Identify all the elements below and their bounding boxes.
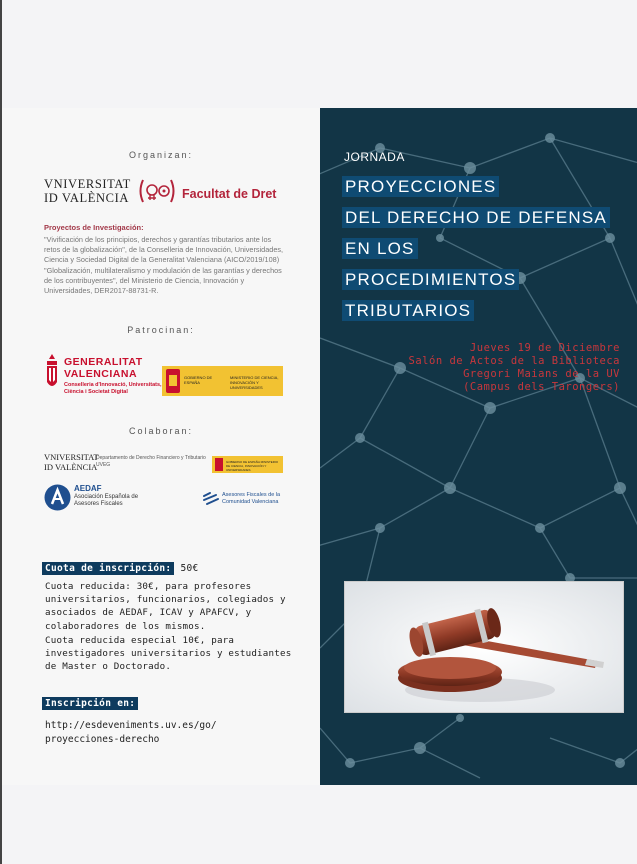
gobierno-espana-logo (162, 366, 283, 396)
viewer-background-top (0, 0, 637, 108)
flyer-page (0, 108, 637, 785)
right-panel (320, 108, 637, 785)
event-venue-1: Salón de Actos de la Biblioteca (408, 355, 620, 367)
event-title (342, 174, 610, 329)
uv-small-line2: ID VALÈNCIA (44, 461, 98, 472)
left-panel (2, 108, 320, 785)
afcv-icon (202, 490, 220, 506)
fee-special: Cuota reducida especial 10€, para investigadores universitarios y estudiantes de Master o Doctorado. (45, 634, 292, 673)
generalitat-conselleria: Conselleria d'Innovació, Universitats, Ciència i Societat Digital (64, 382, 162, 395)
uv-small-logo (44, 453, 99, 472)
projects-title: Proyectos de Investigación: (44, 223, 144, 232)
gobierno-text: GOBIERNO DE ESPAÑA (184, 375, 213, 385)
inscription-url[interactable] (45, 719, 275, 747)
organizan-title: Organizan: (128, 150, 194, 160)
inscription-url-line1[interactable]: http://esdeveniments.uv.es/go/ (45, 720, 217, 731)
generalitat-name: GENERALITAT VALENCIANA (64, 356, 143, 380)
event-venue-2: Gregori Maians de la UV (463, 368, 620, 380)
fee-amount: 50€ (180, 563, 199, 574)
uv-logo-line2: ID VALÈNCIA (44, 191, 129, 205)
fee-label: Cuota de inscripción: (42, 562, 174, 575)
spain-shield-small-icon (215, 458, 223, 471)
patrocinan-title: Patrocinan: (127, 325, 195, 335)
uv-small-line1: VNIVERSITAT (44, 452, 99, 462)
uv-logo-line1: VNIVERSITAT (44, 177, 131, 191)
projects-body: "Vivificación de los principios, derechos y garantías tributarios ante los retos de la globalización", de la Conselleria de Innovación, Universidades, Ciencia y Sociedad Digital de la Generalitat Valenciana (AICO/2019/108) "Globalización, multilateralismo y modulación de las garantías y derechos de los contribuyentes", del Ministerio de Ciencia, Innovación y Universidades, DER2017-88731-R. (44, 235, 284, 296)
faculty-emblem-icon (137, 178, 177, 204)
inscription-url-line2[interactable]: proyecciones-derecho (45, 734, 160, 745)
gobierno-small-text: GOBIERNO DE ESPAÑA MINISTERIO DE CIENCIA, INNOVACIÓN Y UNIVERSIDADES (226, 460, 279, 472)
title-line-3: EN LOS (342, 238, 418, 259)
title-line-1: PROYECCIONES (342, 176, 499, 197)
generalitat-logo (44, 352, 164, 412)
uv-logo (44, 177, 131, 205)
generalitat-emblem-icon (44, 354, 60, 394)
title-line-2: DEL DERECHO DE DEFENSA (342, 207, 610, 228)
gobierno-small-logo (212, 456, 283, 473)
department-name: Departamento de Derecho Financiero y Tributario UVEG (96, 455, 206, 468)
title-line-4: PROCEDIMIENTOS (342, 269, 519, 290)
aedaf-subtitle: Asociación Española de Asesores Fiscales (74, 494, 139, 507)
event-date: Jueves 19 de Diciembre (469, 342, 620, 354)
gavel-image (345, 582, 624, 713)
title-line-5: TRIBUTARIOS (342, 300, 474, 321)
fee-row (42, 563, 199, 574)
event-info (344, 342, 620, 394)
ministerio-text: MINISTERIO DE CIENCIA, INNOVACIÓN Y UNIVERSIDADES (230, 375, 279, 390)
inscription-label: Inscripción en: (42, 697, 138, 710)
event-venue-3: (Campus dels Tarongers) (463, 381, 620, 393)
colaboran-title: Colaboran: (128, 426, 194, 436)
spain-shield-icon (166, 369, 180, 393)
aedaf-icon (44, 484, 71, 511)
fee-details (45, 580, 295, 674)
event-type: JORNADA (344, 150, 405, 164)
inscription-title (42, 698, 138, 709)
faculty-name: Facultat de Dret (182, 187, 277, 201)
gavel-photo (344, 581, 624, 713)
afcv-name: Asesores Fiscales de la Comunidad Valenciana (222, 492, 281, 505)
fee-reduced: Cuota reducida: 30€, para profesores universitarios, funcionarios, colegiados y asociados de AEDAF, ICAV y APAFCV, y colaboradores de los mismos. (45, 581, 286, 632)
viewer-background-bottom (0, 785, 637, 864)
aedaf-name: AEDAF (74, 484, 102, 493)
